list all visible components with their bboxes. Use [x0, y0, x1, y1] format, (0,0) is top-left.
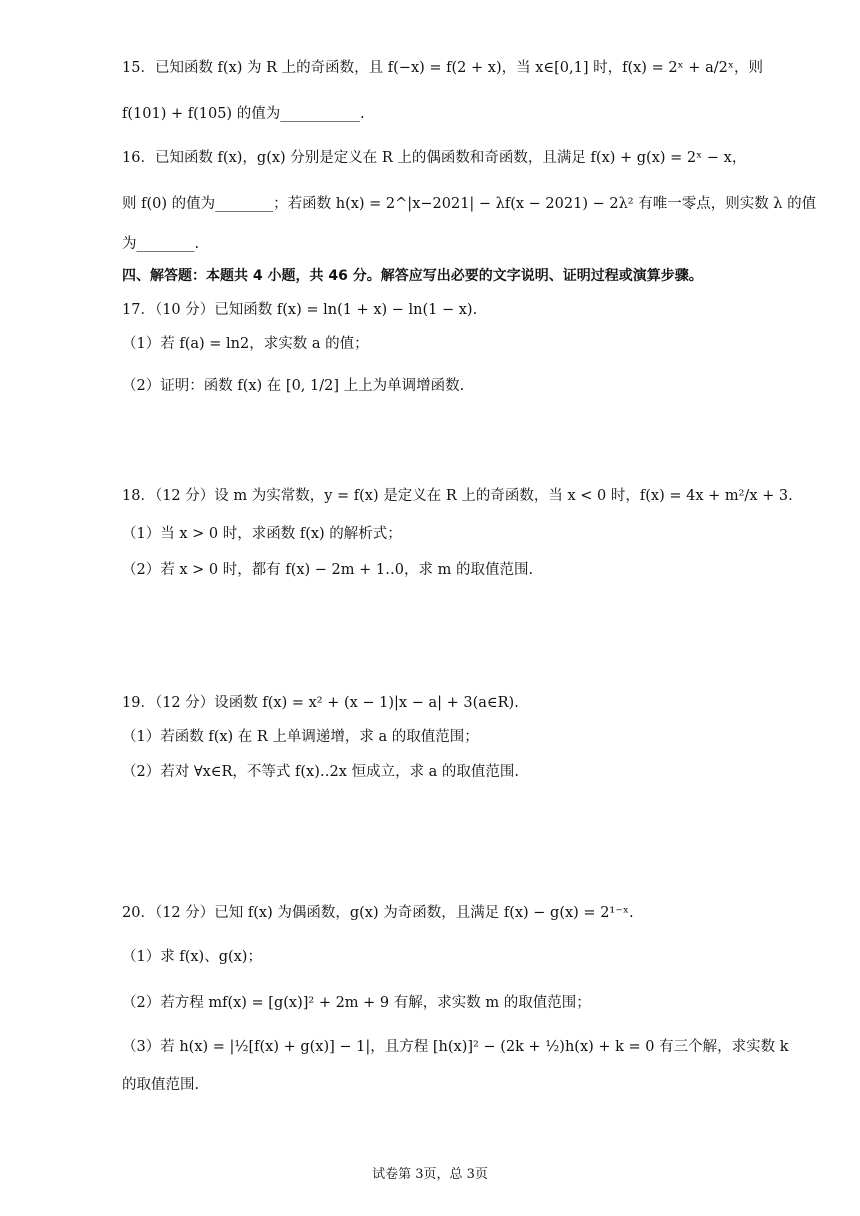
q20-part4: 的取值范围.	[122, 1077, 200, 1093]
q17-stem: 17．（10 分）已知函数 f(x) = ln(1 + x) − ln(1 − x).	[122, 302, 478, 318]
q18-stem: 18．（12 分）设 m 为实常数，y = f(x) 是定义在 R 上的奇函数，当 x < 0 时，f(x) = 4x + m²/x + 3.	[122, 488, 793, 504]
page-footer: 试卷第 3页，总 3页	[372, 1167, 488, 1182]
q15-line1: 15．已知函数 f(x) 为 R 上的奇函数，且 f(−x) = f(2 + x)，当 x∈[0,1] 时，f(x) = 2ˣ + a/2ˣ，则	[122, 60, 763, 76]
q17-part1: （1）若 f(a) = ln2，求实数 a 的值；	[122, 336, 369, 352]
q20-stem: 20．（12 分）已知 f(x) 为偶函数，g(x) 为奇函数，且满足 f(x) − g(x) = 2¹⁻ˣ.	[122, 905, 634, 921]
q15-line2: f(101) + f(105) 的值为___________.	[122, 106, 365, 122]
q19-stem: 19．（12 分）设函数 f(x) = x² + (x − 1)|x − a| + 3(a∈R).	[122, 695, 519, 711]
q17-part2: （2）证明：函数 f(x) 在 [0, 1/2] 上上为单调增函数.	[122, 378, 465, 394]
q18-part1: （1）当 x > 0 时，求函数 f(x) 的解析式；	[122, 526, 402, 542]
q20-part2: （2）若方程 mf(x) = [g(x)]² + 2m + 9 有解，求实数 m 的取值范围；	[122, 995, 591, 1011]
q16-line2: 则 f(0) 的值为________；若函数 h(x) = 2^|x−2021| − λf(x − 2021) − 2λ² 有唯一零点，则实数 λ 的值	[122, 196, 817, 212]
q19-part1: （1）若函数 f(x) 在 R 上单调递增，求 a 的取值范围；	[122, 729, 479, 745]
q16-line3: 为________.	[122, 236, 200, 252]
q20-part3: （3）若 h(x) = |½[f(x) + g(x)] − 1|，且方程 [h(x)]² − (2k + ½)h(x) + k = 0 有三个解，求实数 k	[122, 1039, 789, 1055]
q16-line1: 16．已知函数 f(x)，g(x) 分别是定义在 R 上的偶函数和奇函数，且满足 f(x) + g(x) = 2ˣ − x，	[122, 150, 747, 166]
section-heading: 四、解答题：本题共 4 小题，共 46 分。解答应写出必要的文字说明、证明过程或演算步骤。	[122, 268, 703, 284]
q18-part2: （2）若 x > 0 时，都有 f(x) − 2m + 1‥0，求 m 的取值范围.	[122, 562, 534, 578]
q19-part2: （2）若对 ∀x∈R，不等式 f(x)‥2x 恒成立，求 a 的取值范围.	[122, 764, 520, 780]
q20-part1: （1）求 f(x)、g(x)；	[122, 949, 262, 965]
